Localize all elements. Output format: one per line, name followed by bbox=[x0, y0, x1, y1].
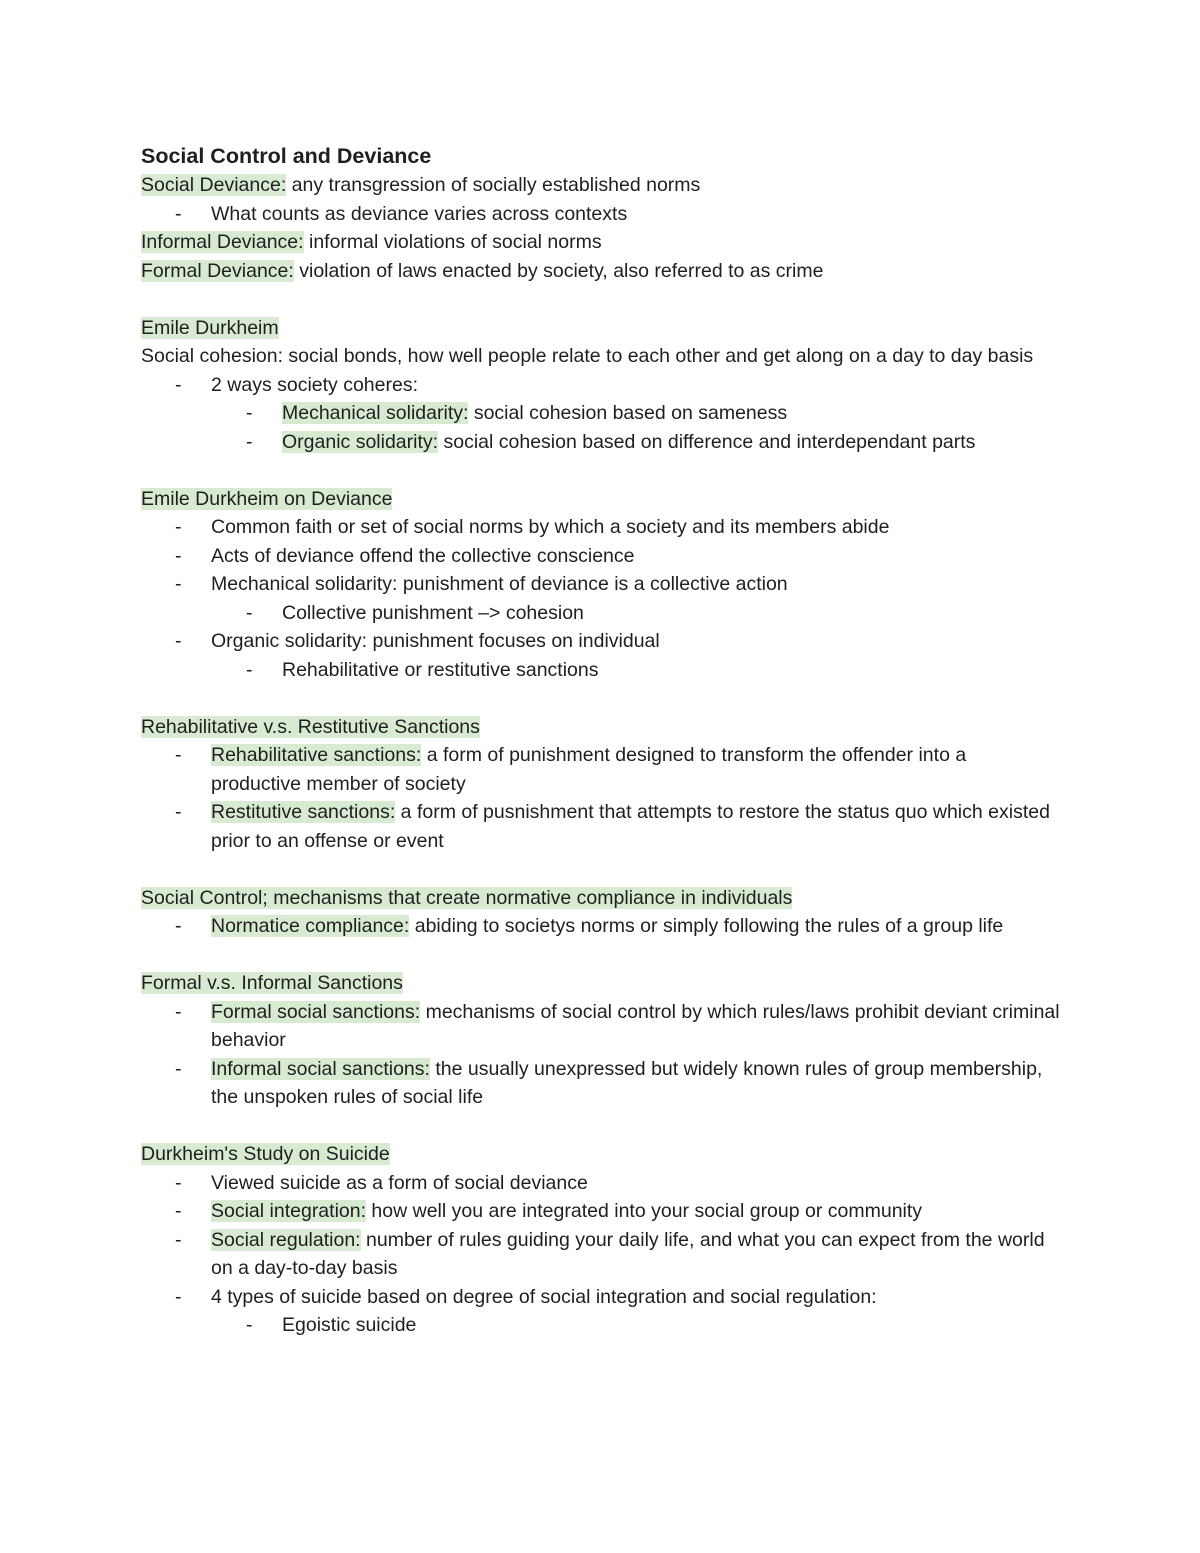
term-highlight: Formal social sanctions: bbox=[211, 1000, 421, 1023]
definition-formal-deviance bbox=[141, 257, 1061, 286]
list-item-text: 2 ways society coheres: bbox=[211, 373, 419, 396]
heading-text: Durkheim's Study on Suicide bbox=[141, 1143, 390, 1165]
definition-text: social cohesion based on difference and interdependant parts bbox=[438, 430, 976, 453]
paragraph: Social cohesion: social bonds, how well people relate to each other and get along on a day to day basis bbox=[141, 345, 1034, 367]
section-heading bbox=[141, 1140, 1061, 1169]
spacer bbox=[141, 456, 1061, 485]
definition-text: how well you are integrated into your social group or community bbox=[366, 1200, 923, 1222]
term-highlight: Organic solidarity: bbox=[282, 430, 439, 453]
heading-text: Social Control; mechanisms that create normative compliance in individuals bbox=[141, 886, 793, 909]
bullet-dash: - bbox=[175, 202, 182, 225]
term-highlight: Social Deviance: bbox=[141, 174, 287, 196]
list-item bbox=[141, 741, 1061, 798]
bullet-dash: - bbox=[246, 402, 253, 424]
heading-text: Formal v.s. Informal Sanctions bbox=[141, 972, 403, 994]
bullet-dash: - bbox=[175, 1228, 182, 1251]
definition-social-deviance bbox=[141, 171, 1061, 200]
definition-informal-deviance bbox=[141, 228, 1061, 257]
definition-text: a form of pusnishment that attempts to restore the status quo which existed prior to an offense or event bbox=[211, 801, 1050, 852]
heading-text: Rehabilitative v.s. Restitutive Sanctions bbox=[141, 715, 480, 738]
list-item bbox=[141, 1226, 1061, 1283]
list-item-text: Egoistic suicide bbox=[282, 1314, 417, 1336]
bullet-dash: - bbox=[175, 1171, 182, 1194]
term-highlight: Formal Deviance: bbox=[141, 259, 294, 282]
section-heading bbox=[141, 713, 1061, 742]
list-item-nested bbox=[141, 428, 1061, 457]
list-item bbox=[141, 570, 1061, 599]
bullet-dash: - bbox=[175, 373, 182, 396]
bullet-dash: - bbox=[175, 544, 182, 567]
definition-text: informal violations of social norms bbox=[303, 231, 602, 253]
list-item-text: Organic solidarity: punishment focuses on individual bbox=[211, 630, 660, 652]
section-heading bbox=[141, 485, 1061, 514]
list-item-nested bbox=[141, 1311, 1061, 1340]
list-item bbox=[141, 371, 1061, 400]
bullet-dash: - bbox=[175, 573, 182, 595]
list-item-text: Common faith or set of social norms by which a society and its members abide bbox=[211, 516, 890, 538]
term-highlight: Informal Deviance: bbox=[141, 231, 304, 253]
heading-text: Emile Durkheim bbox=[141, 316, 279, 339]
heading-text: Emile Durkheim on Deviance bbox=[141, 487, 393, 510]
definition-text: any transgression of socially established norms bbox=[286, 174, 701, 196]
bullet-dash: - bbox=[175, 516, 182, 538]
list-item bbox=[141, 200, 1061, 229]
definition-text: violation of laws enacted by society, also referred to as crime bbox=[293, 259, 824, 282]
spacer bbox=[141, 855, 1061, 884]
list-item bbox=[141, 627, 1061, 656]
spacer bbox=[141, 285, 1061, 314]
section-heading bbox=[141, 969, 1061, 998]
definition-text: the usually unexpressed but widely known rules of group membership, the unspoken rules of social life bbox=[211, 1057, 1043, 1108]
bullet-dash: - bbox=[246, 430, 253, 453]
section-heading bbox=[141, 314, 1061, 343]
list-item-text: Rehabilitative or restitutive sanctions bbox=[282, 658, 599, 681]
list-item bbox=[141, 1197, 1061, 1226]
definition-text: social cohesion based on sameness bbox=[468, 402, 788, 424]
list-item bbox=[141, 513, 1061, 542]
list-item bbox=[141, 1169, 1061, 1198]
bullet-dash: - bbox=[246, 1314, 253, 1336]
spacer bbox=[141, 941, 1061, 970]
list-item-text: What counts as deviance varies across contexts bbox=[211, 202, 628, 225]
term-highlight: Informal social sanctions: bbox=[211, 1057, 430, 1080]
bullet-dash: - bbox=[175, 1000, 182, 1023]
list-item bbox=[141, 998, 1061, 1055]
list-item-text: Acts of deviance offend the collective conscience bbox=[211, 544, 635, 567]
term-highlight: Rehabilitative sanctions: bbox=[211, 744, 422, 766]
bullet-dash: - bbox=[175, 744, 182, 766]
bullet-dash: - bbox=[175, 1200, 182, 1222]
document-body bbox=[141, 141, 1061, 1340]
list-item-text: Viewed suicide as a form of social deviance bbox=[211, 1171, 588, 1194]
bullet-dash: - bbox=[175, 801, 182, 823]
list-item bbox=[141, 912, 1061, 941]
list-item-text: Collective punishment –> cohesion bbox=[282, 601, 584, 624]
list-item-text: Mechanical solidarity: punishment of deviance is a collective action bbox=[211, 573, 788, 595]
spacer bbox=[141, 684, 1061, 713]
definition-text: number of rules guiding your daily life, and what you can expect from the world on a day-to-day basis bbox=[211, 1228, 1045, 1279]
bullet-dash: - bbox=[246, 601, 253, 624]
list-item bbox=[141, 798, 1061, 855]
bullet-dash: - bbox=[246, 658, 253, 681]
bullet-dash: - bbox=[175, 630, 182, 652]
list-item-nested bbox=[141, 399, 1061, 428]
list-item-nested bbox=[141, 599, 1061, 628]
list-item-nested bbox=[141, 656, 1061, 685]
bullet-dash: - bbox=[175, 915, 182, 937]
term-highlight: Mechanical solidarity: bbox=[282, 402, 469, 424]
list-item-text: 4 types of suicide based on degree of social integration and social regulation: bbox=[211, 1285, 877, 1308]
definition-text: mechanisms of social control by which rules/laws prohibit deviant criminal behavior bbox=[211, 1000, 1060, 1051]
spacer bbox=[141, 1112, 1061, 1141]
definition-text: a form of punishment designed to transform the offender into a productive member of society bbox=[211, 744, 967, 795]
term-highlight: Normatice compliance: bbox=[211, 915, 410, 937]
definition-text: abiding to societys norms or simply following the rules of a group life bbox=[409, 915, 1004, 937]
section-heading bbox=[141, 884, 1061, 913]
list-item bbox=[141, 1283, 1061, 1312]
list-item bbox=[141, 1055, 1061, 1112]
term-highlight: Restitutive sanctions: bbox=[211, 801, 396, 823]
term-highlight: Social integration: bbox=[211, 1200, 367, 1222]
bullet-dash: - bbox=[175, 1285, 182, 1308]
bullet-dash: - bbox=[175, 1057, 182, 1080]
page-title: Social Control and Deviance bbox=[141, 144, 432, 168]
term-highlight: Social regulation: bbox=[211, 1228, 361, 1251]
list-item bbox=[141, 542, 1061, 571]
